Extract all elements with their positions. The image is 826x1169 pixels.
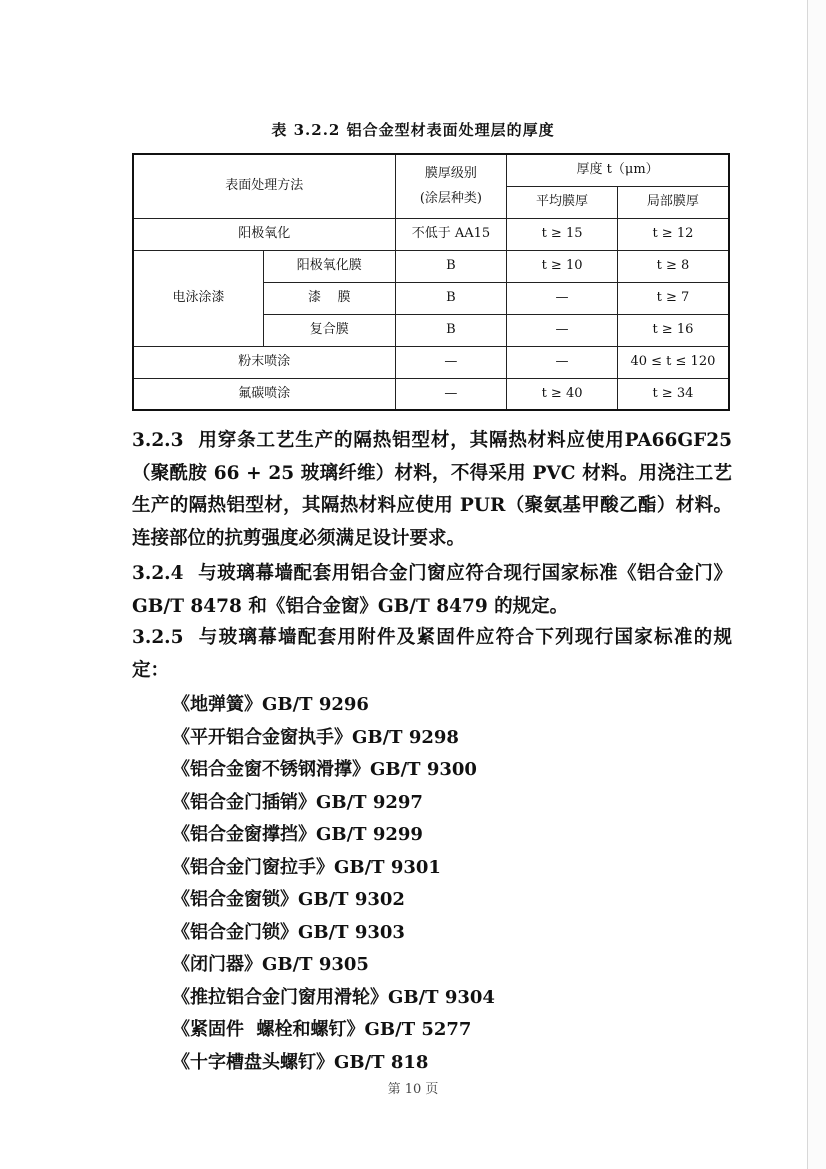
cell-avg: t ≥ 10 — [507, 250, 618, 282]
table-caption: 表 3.2.2 铝合金型材表面处理层的厚度 — [271, 121, 555, 139]
header-local: 局部膜厚 — [617, 186, 729, 218]
cell-avg: — — [507, 282, 618, 314]
standard-item: 《推拉铝合金门窗用滑轮》GB/T 9304 — [172, 987, 495, 1008]
cell-local: 40 ≤ t ≤ 120 — [617, 346, 729, 378]
cell-local: t ≥ 7 — [617, 282, 729, 314]
section-text: 与玻璃幕墙配套用附件及紧固件应符合下列现行国家标准的规定： — [132, 627, 732, 681]
cell-method: 阳极氧化膜 — [263, 250, 395, 282]
header-grade-line1: 膜厚级别 — [424, 165, 477, 181]
cell-avg: — — [507, 346, 618, 378]
standard-item: 《铝合金窗锁》GB/T 9302 — [172, 889, 405, 910]
cell-method: 漆 膜 — [263, 282, 395, 314]
standard-item: 《铝合金窗撑挡》GB/T 9299 — [172, 824, 423, 845]
table-row — [133, 218, 729, 250]
cell-grade: B — [395, 314, 507, 346]
cell-grade: — — [395, 378, 507, 410]
section-number: 3.2.5 — [132, 627, 184, 648]
cell-avg: t ≥ 15 — [507, 218, 618, 250]
cell-local: t ≥ 34 — [617, 378, 729, 410]
table-row — [133, 346, 729, 378]
section-text: 用穿条工艺生产的隔热铝型材，其隔热材料应使用PA66GF25（聚酰胺 66 + 25 玻璃纤维）材料，不得采用 PVC 材料。用浇注工艺生产的隔热铝型材，其隔热材料应使用 PUR（聚氨基甲酸乙酯）材料。连接部位的抗剪强度必须满足设计要求。 — [132, 430, 732, 549]
cell-grade: — — [395, 346, 507, 378]
cell-local: t ≥ 12 — [617, 218, 729, 250]
standard-item: 《铝合金门锁》GB/T 9303 — [172, 922, 405, 943]
cell-avg: — — [507, 314, 618, 346]
section-number: 3.2.3 — [132, 430, 184, 451]
standard-item: 《紧固件 螺栓和螺钉》GB/T 5277 — [172, 1019, 472, 1040]
cell-method: 阳极氧化 — [133, 218, 395, 250]
standard-item: 《铝合金窗不锈钢滑撑》GB/T 9300 — [172, 759, 477, 780]
header-method: 表面处理方法 — [133, 154, 395, 218]
header-avg: 平均膜厚 — [507, 186, 618, 218]
cell-method: 粉末喷涂 — [133, 346, 395, 378]
cell-grade: B — [395, 250, 507, 282]
cell-method: 复合膜 — [263, 314, 395, 346]
cell-local: t ≥ 8 — [617, 250, 729, 282]
page-number: 第 10 页 — [387, 1082, 439, 1097]
header-grade-line2: (涂层种类) — [419, 191, 482, 207]
table-row — [133, 378, 729, 410]
standard-item: 《铝合金门插销》GB/T 9297 — [172, 792, 423, 813]
table-row — [133, 250, 729, 282]
standard-item: 《地弹簧》GB/T 9296 — [172, 694, 369, 715]
cell-grade: 不低于 AA15 — [395, 218, 507, 250]
section-text: 与玻璃幕墙配套用铝合金门窗应符合现行国家标准《铝合金门》GB/T 8478 和《铝合金窗》GB/T 8479 的规定。 — [132, 563, 732, 617]
standard-item: 《闭门器》GB/T 9305 — [172, 954, 369, 975]
section-3-2-3 — [132, 425, 732, 555]
header-thickness: 厚度 t（μm） — [507, 154, 729, 186]
standard-item: 《十字槽盘头螺钉》GB/T 818 — [172, 1052, 429, 1073]
header-grade — [395, 154, 507, 218]
cell-grade: B — [395, 282, 507, 314]
standard-item: 《铝合金门窗拉手》GB/T 9301 — [172, 857, 441, 878]
section-number: 3.2.4 — [132, 563, 184, 584]
page-edge — [807, 0, 826, 1169]
cell-method: 氟碳喷涂 — [133, 378, 395, 410]
cell-avg: t ≥ 40 — [507, 378, 618, 410]
section-3-2-4 — [132, 558, 732, 623]
standard-item: 《平开铝合金窗执手》GB/T 9298 — [172, 727, 459, 748]
cell-group: 电泳涂漆 — [133, 250, 263, 346]
cell-local: t ≥ 16 — [617, 314, 729, 346]
thickness-table — [132, 153, 730, 411]
section-3-2-5 — [132, 622, 732, 687]
